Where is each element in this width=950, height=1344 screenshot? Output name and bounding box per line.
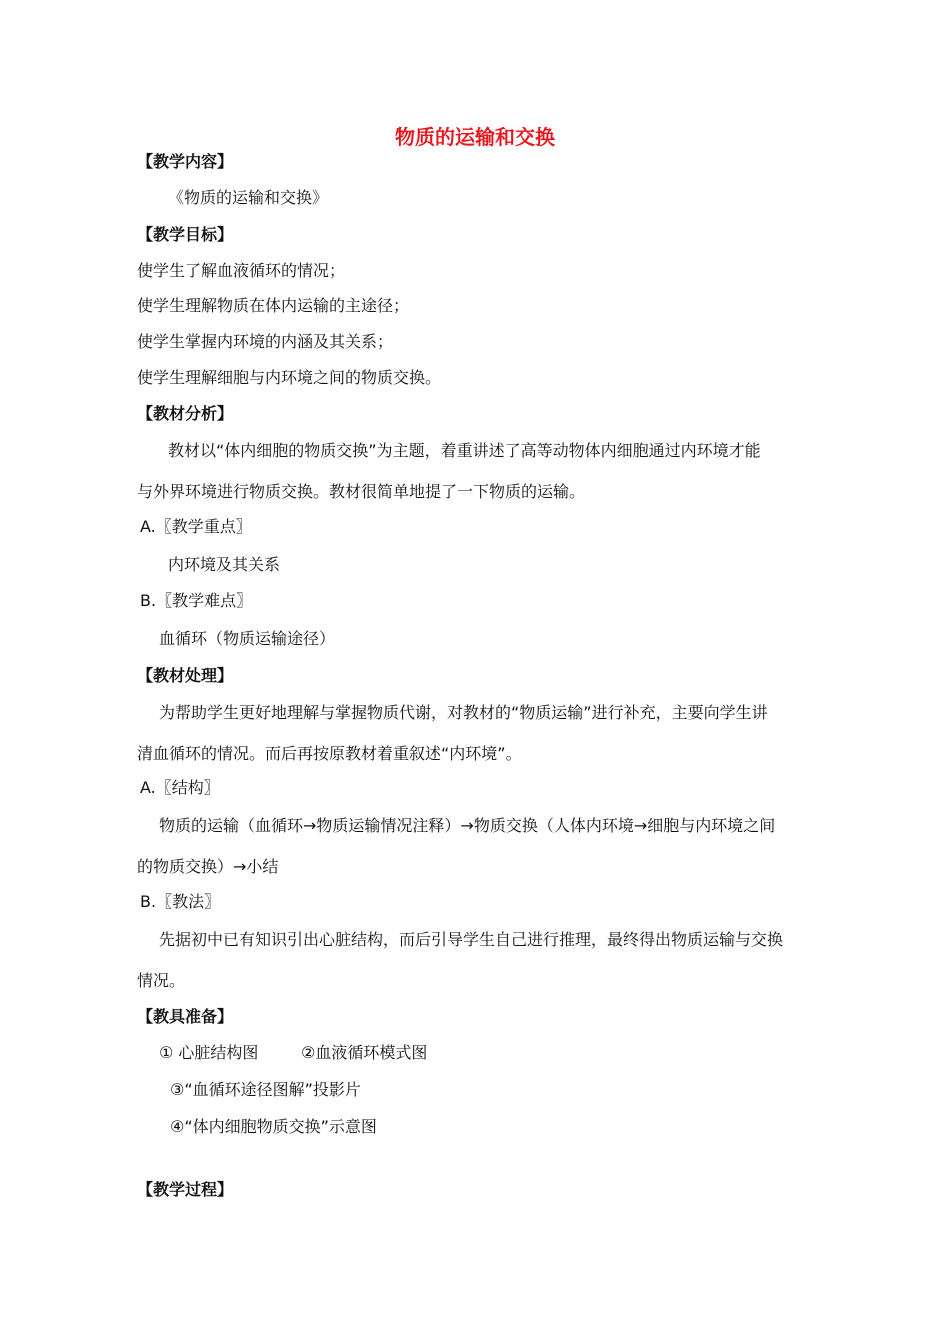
tool-item: ③“血循环途径图解”投影片 — [170, 1080, 361, 1099]
structure-paragraph-line: 物质的运输（血循环→物质运输情况注释）→物质交换（人体内环境→细胞与内环境之间 — [159, 816, 776, 835]
tool-item: ②血液循环模式图 — [301, 1043, 428, 1062]
analysis-paragraph-line: 与外界环境进行物质交换。教材很简单地提了一下物质的运输。 — [137, 482, 586, 501]
section-heading-content: 【教学内容】 — [137, 152, 234, 171]
content-text: 《物质的运输和交换》 — [168, 188, 329, 207]
difficulty-label: B.〖教学难点〗 — [140, 591, 253, 610]
section-heading-tools: 【教具准备】 — [137, 1007, 234, 1026]
goal-item: 使学生了解血液循环的情况； — [137, 261, 346, 280]
method-label: B.〖教法〗 — [140, 892, 221, 911]
difficulty-text: 血循环（物质运输途径） — [159, 629, 336, 648]
structure-paragraph-line: 的物质交换）→小结 — [137, 857, 279, 876]
section-heading-analysis: 【教材分析】 — [137, 404, 234, 423]
section-heading-processing: 【教材处理】 — [137, 666, 234, 685]
key-point-text: 内环境及其关系 — [168, 555, 281, 574]
structure-label: A.〖结构〗 — [140, 778, 220, 797]
goal-item: 使学生掌握内环境的内涵及其关系； — [137, 332, 394, 351]
goal-item: 使学生理解物质在体内运输的主途径； — [137, 296, 410, 315]
tool-item: ① 心脏结构图 — [159, 1043, 259, 1062]
document-title: 物质的运输和交换 — [395, 125, 555, 149]
method-paragraph-line: 先据初中已有知识引出心脏结构，而后引导学生自己进行推理，最终得出物质运输与交换 — [159, 930, 784, 949]
key-point-label: A.〖教学重点〗 — [140, 517, 252, 536]
method-paragraph-line: 情况。 — [137, 971, 186, 990]
processing-paragraph-line: 为帮助学生更好地理解与掌握物质代谢，对教材的“物质运输”进行补充，主要向学生讲 — [159, 703, 768, 722]
processing-paragraph-line: 清血循环的情况。而后再按原教材着重叙述“内环境”。 — [137, 744, 522, 763]
tool-item: ④“体内细胞物质交换”示意图 — [170, 1117, 377, 1136]
section-heading-goals: 【教学目标】 — [137, 225, 234, 244]
analysis-paragraph-line: 教材以“体内细胞的物质交换”为主题，着重讲述了高等动物体内细胞通过内环境才能 — [168, 441, 761, 460]
goal-item: 使学生理解细胞与内环境之间的物质交换。 — [137, 368, 442, 387]
section-heading-process: 【教学过程】 — [137, 1180, 234, 1199]
